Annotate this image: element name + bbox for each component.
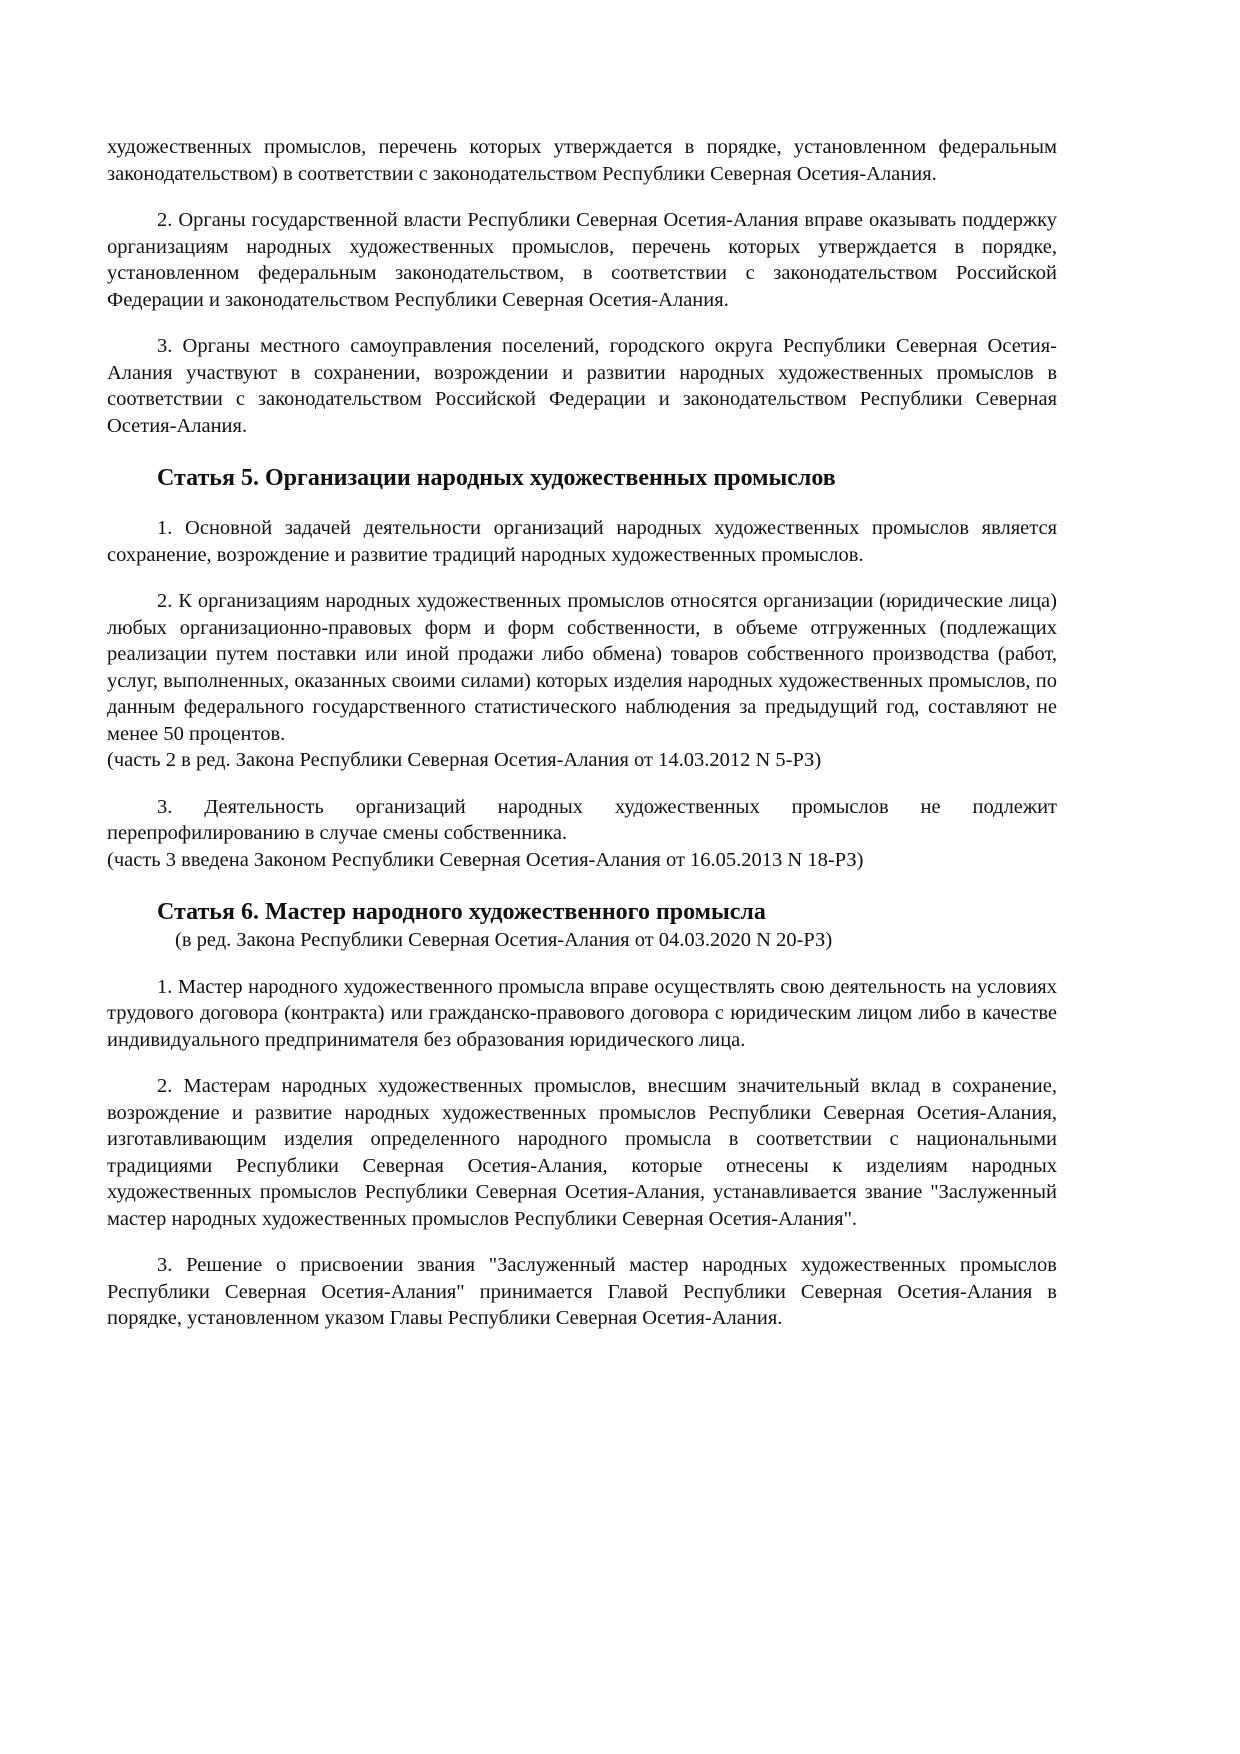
article6-title: Статья 6. Мастер народного художественного промысла <box>157 899 766 925</box>
intro-paragraph: художественных промыслов, перечень которых утверждается в порядке, установленном федеральным законодательством) в соответствии с законодательством Республики Северная Осетия-Алания. <box>107 136 1057 185</box>
document-page <box>107 134 1057 1332</box>
article4-item2: 2. Органы государственной власти Республики Северная Осетия-Алания вправе оказывать поддержку организациям народных художественных промыслов, перечень которых утверждается в порядке, установленном федеральным законодательством, в соответствии с законодательством Российской Федерации и законодательством Республики Северная Осетия-Алания. <box>107 209 1057 311</box>
article4-item3: 3. Органы местного самоуправления поселений, городского округа Республики Северная Осетия-Алания участвуют в сохранении, возрождении и развитии народных художественных промыслов в соответствии с законодательством Российской Федерации и законодательством Республики Северная Осетия-Алания. <box>107 335 1057 437</box>
article5-item1: 1. Основной задачей деятельности организаций народных художественных промыслов является сохранение, возрождение и развитие традиций народных художественных промыслов. <box>107 517 1057 566</box>
article5-item3-note: (часть 3 введена Законом Республики Северная Осетия-Алания от 16.05.2013 N 18-РЗ) <box>107 848 864 871</box>
article5-item3: 3. Деятельность организаций народных художественных промыслов не подлежит перепрофилированию в случае смены собственника. <box>107 795 1057 844</box>
article6-item2: 2. Мастерам народных художественных промыслов, внесшим значительный вклад в сохранение, возрождение и развитие народных художественных промыслов Республики Северная Осетия-Алания, изготавливающим изделия определенного народного промысла в соответствии с национальными традициями Республики Северная Осетия-Алания, которые отнесены к изделиям народных художественных промыслов Республики Северная Осетия-Алания, устанавливается звание "Заслуженный мастер народных художественных промыслов Республики Северная Осетия-Алания". <box>107 1075 1057 1230</box>
article6-item3: 3. Решение о присвоении звания "Заслуженный мастер народных художественных промыслов Республики Северная Осетия-Алания" принимается Главой Республики Северная Осетия-Алания в порядке, установленном указом Главы Республики Северная Осетия-Алания. <box>107 1254 1057 1329</box>
article5-item2: 2. К организациям народных художественных промыслов относятся организации (юридические лица) любых организационно-правовых форм и форм собственности, в объеме отгруженных (подлежащих реализации путем поставки или иной продажи либо обмена) товаров собственного производства (работ, услуг, выполненных, оказанных своими силами) которых изделия народных художественных промыслов, по данным федерального государственного статистического наблюдения за предыдущий год, составляют не менее 50 процентов. <box>107 590 1057 745</box>
article6-item1: 1. Мастер народного художественного промысла вправе осуществлять свою деятельность на условиях трудового договора (контракта) или гражданско-правового договора с юридическим лицом либо в качестве индивидуального предпринимателя без образования юридического лица. <box>107 975 1057 1051</box>
article5-item2-note: (часть 2 в ред. Закона Республики Северная Осетия-Алания от 14.03.2012 N 5-РЗ) <box>107 749 822 771</box>
article5-title: Статья 5. Организации народных художественных промыслов <box>157 465 836 491</box>
article6-subtitle: (в ред. Закона Республики Северная Осетия-Алания от 04.03.2020 N 20-РЗ) <box>175 929 833 951</box>
